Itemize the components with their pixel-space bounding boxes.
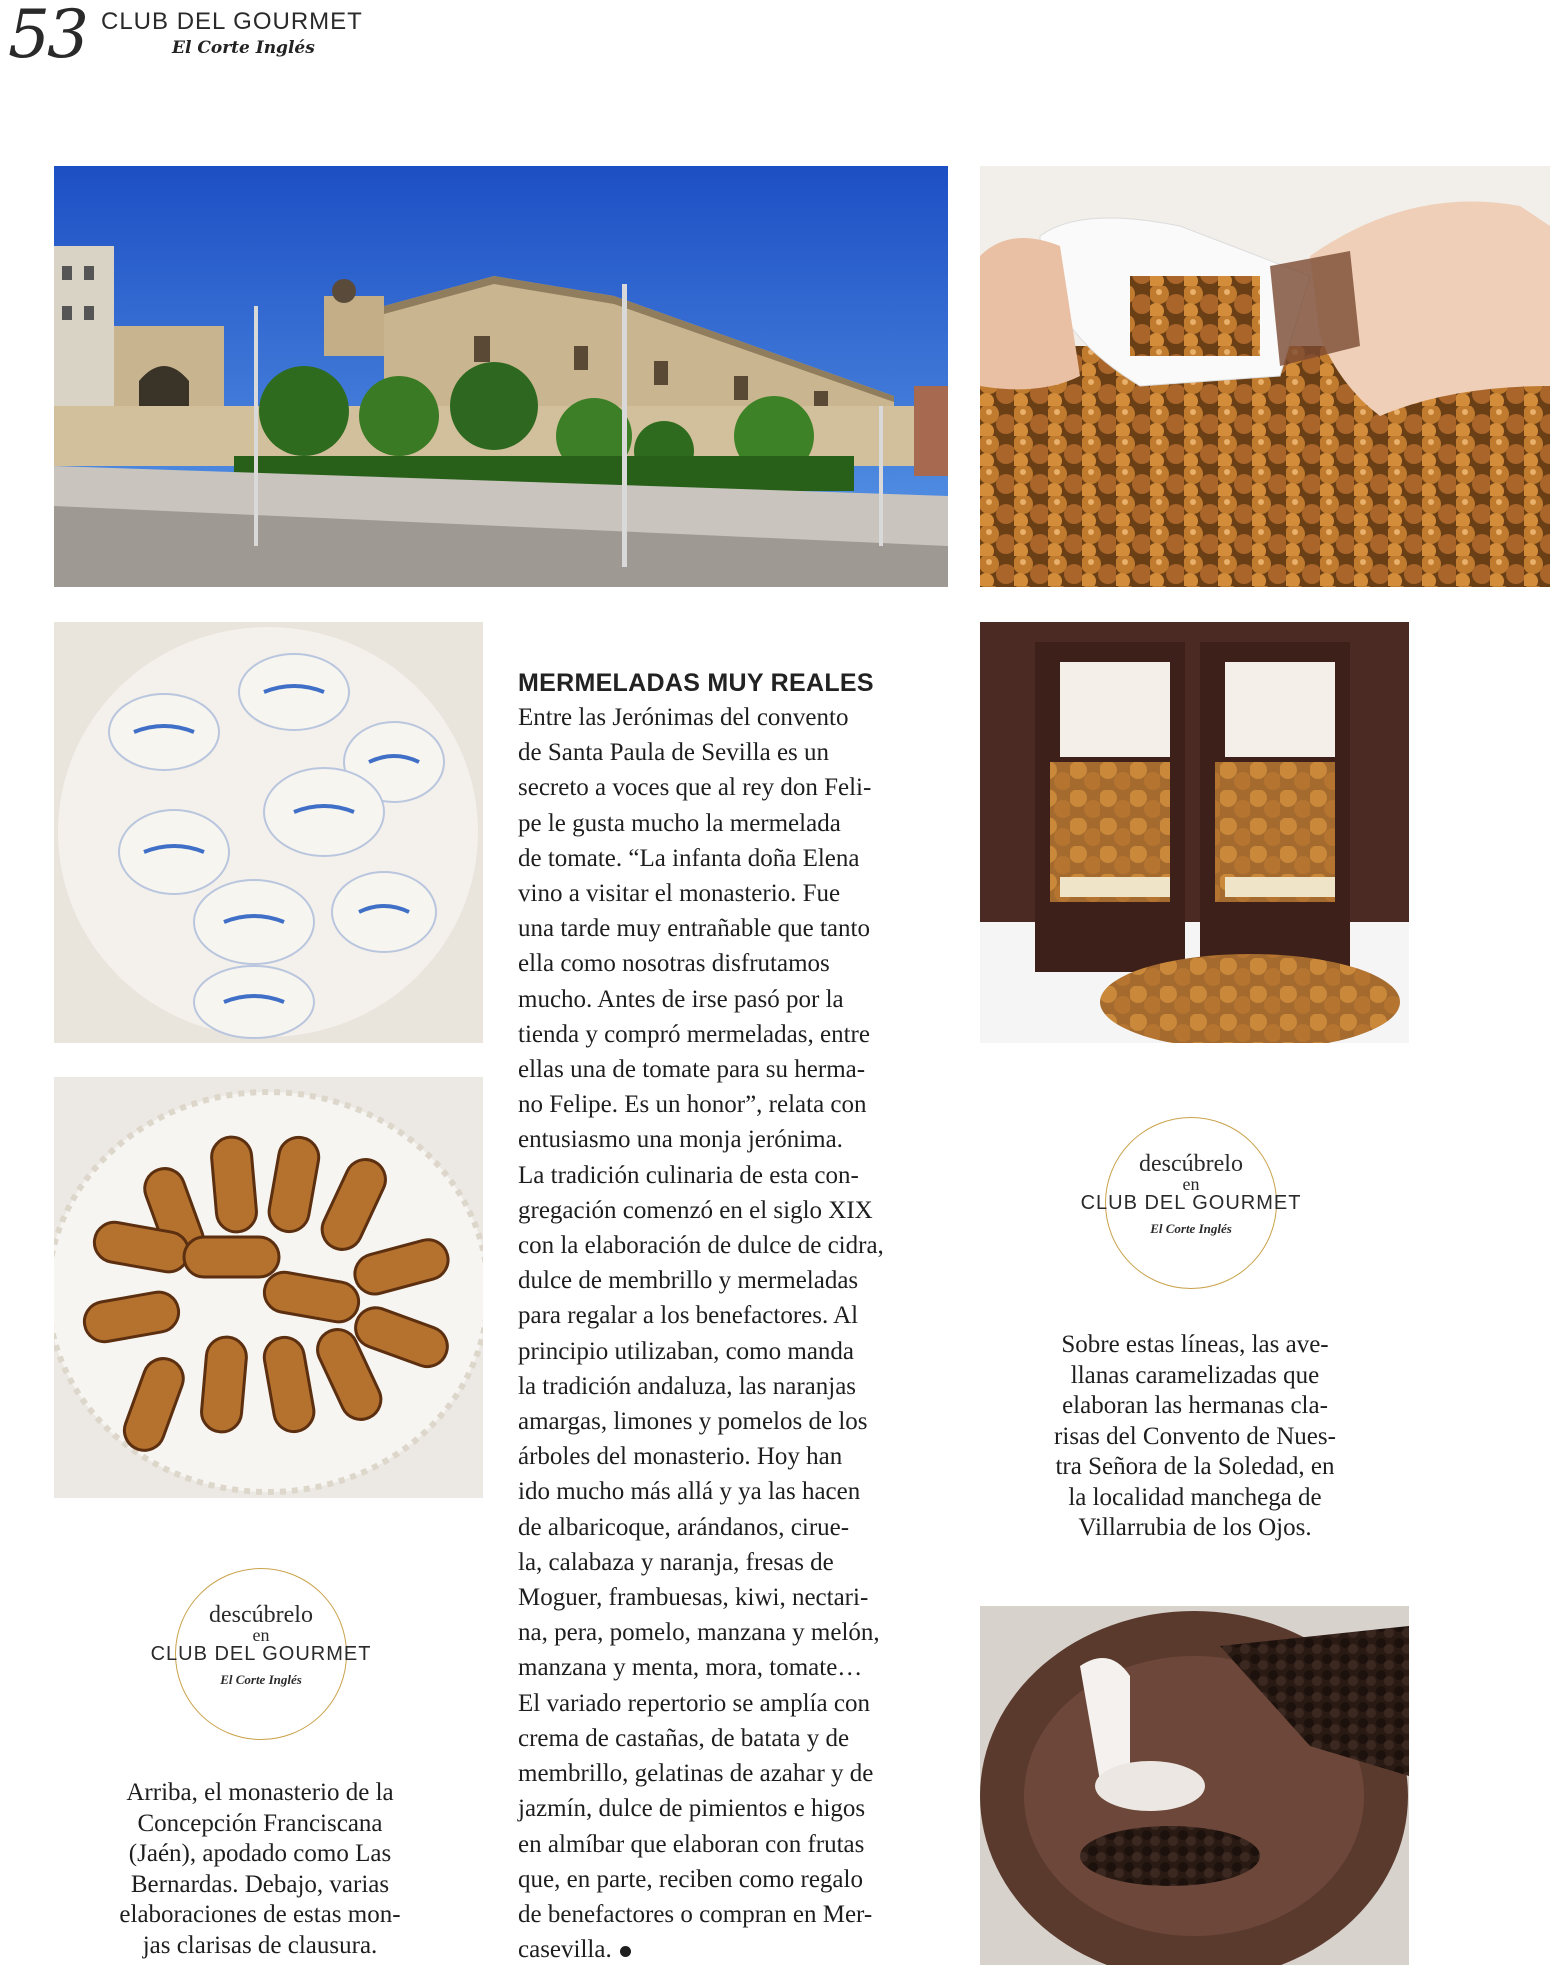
article-line: que, en parte, reciben como regalo <box>518 1865 863 1893</box>
article-line: vino a visitar el monasterio. Fue <box>518 880 841 908</box>
article-line: casevilla. <box>518 1936 612 1964</box>
article-line: crema de castañas, de batata y de <box>518 1724 850 1752</box>
article-line: en almíbar que elaboran con frutas <box>518 1830 865 1858</box>
article-line: ido mucho más allá y ya las hacen <box>518 1478 861 1506</box>
article-line: secreto a voces que al rey don Feli- <box>518 774 872 802</box>
article-line: membrillo, gelatinas de azahar y de <box>518 1760 874 1788</box>
article-line: con la elaboración de dulce de cidra, <box>518 1232 884 1260</box>
caption-line: elaboraciones de estas mon- <box>119 1901 401 1928</box>
article-line: jazmín, dulce de pimientos e higos <box>518 1795 866 1823</box>
article-line: na, pera, pomelo, manzana y melón, <box>518 1619 880 1647</box>
badge-club: CLUB DEL GOURMET <box>150 1643 372 1665</box>
article-last-line <box>518 1932 958 1967</box>
article-line: para regalar a los benefactores. Al <box>518 1302 859 1330</box>
caption-line: (Jaén), apodado como Las <box>128 1840 392 1867</box>
article-line: entusiasmo una monja jerónima. <box>518 1126 843 1154</box>
monastery-photo <box>54 166 948 587</box>
badge-discover: descúbrelo <box>209 1602 313 1628</box>
article-line: ellas una de tomate para su herma- <box>518 1056 866 1084</box>
caption-line: llanas caramelizadas que <box>1070 1361 1320 1389</box>
caption-line: Arriba, el monasterio de la <box>126 1779 394 1806</box>
article-line: amargas, limones y pomelos de los <box>518 1408 868 1436</box>
article-line: ella como nosotras disfrutamos <box>518 950 830 978</box>
article-line: de tomate. “La infanta doña Elena <box>518 844 860 872</box>
badge-in: en <box>252 1625 270 1645</box>
article-line: Entre las Jerónimas del convento <box>518 704 849 731</box>
article-line: de albaricoque, arándanos, cirue- <box>518 1513 850 1541</box>
end-mark-icon <box>620 1946 631 1957</box>
article-line: la, calabaza y naranja, fresas de <box>518 1548 834 1576</box>
article-line: una tarde muy entrañable que tanto <box>518 915 870 943</box>
biscuits-photo <box>54 1077 483 1498</box>
article-line: dulce de membrillo y mermeladas <box>518 1267 859 1295</box>
badge-in: en <box>1182 1174 1200 1194</box>
article-line: de Santa Paula de Sevilla es un <box>518 739 830 767</box>
badge-brand: El Corte Inglés <box>220 1672 302 1687</box>
hazelnut-scoop-photo <box>980 166 1550 587</box>
article-title: MERMELADAS MUY REALES <box>518 669 874 697</box>
article-line: árboles del monasterio. Hoy han <box>518 1443 843 1471</box>
badge-club: CLUB DEL GOURMET <box>1080 1192 1302 1214</box>
article-line: no Felipe. Es un honor”, relata con <box>518 1091 867 1119</box>
caption-line: risas del Convento de Nues- <box>1054 1422 1336 1450</box>
caption-line: jas clarisas de clausura. <box>142 1931 378 1959</box>
article-line: pe le gusta mucho la mermelada <box>518 809 841 837</box>
page-number: 53 <box>8 0 86 73</box>
article-line: gregación comenzó en el siglo XIX <box>518 1196 873 1224</box>
article-line: El variado repertorio se amplía con <box>518 1689 870 1717</box>
chocolate-photo <box>980 1606 1409 1965</box>
article-line: manzana y menta, mora, tomate… <box>518 1654 863 1682</box>
hazelnut-bags-photo <box>980 622 1409 1043</box>
badge-discover: descúbrelo <box>1139 1151 1243 1177</box>
wrapped-sweets-photo <box>54 622 483 1043</box>
caption-line: Concepción Franciscana <box>137 1809 383 1837</box>
caption-line: tra Señora de la Soledad, en <box>1055 1453 1335 1480</box>
caption-left <box>80 1778 440 1961</box>
caption-line: elaboran las hermanas cla- <box>1062 1392 1328 1419</box>
article-line: principio utilizaban, como manda <box>518 1337 855 1365</box>
article-body <box>518 700 958 1967</box>
caption-line: la localidad manchega de <box>1068 1483 1322 1511</box>
club-gourmet-badge <box>1080 1117 1302 1289</box>
article-line: La tradición culinaria de esta con- <box>518 1161 859 1189</box>
article-line: de benefactores o compran en Mer- <box>518 1900 873 1928</box>
badge-brand: El Corte Inglés <box>1150 1221 1232 1236</box>
brand-logo: El Corte Inglés <box>172 38 315 58</box>
article-line: tienda y compró mermeladas, entre <box>518 1020 870 1048</box>
caption-line: Bernardas. Debajo, varias <box>130 1870 390 1898</box>
caption-line: Villarrubia de los Ojos. <box>1078 1514 1312 1541</box>
caption-right <box>1005 1330 1385 1544</box>
section-title: CLUB DEL GOURMET <box>101 8 363 35</box>
article-line: mucho. Antes de irse pasó por la <box>518 985 844 1013</box>
caption-line: Sobre estas líneas, las ave- <box>1061 1331 1329 1358</box>
club-gourmet-badge-left <box>150 1568 372 1740</box>
article-line: la tradición andaluza, las naranjas <box>518 1372 857 1400</box>
article-line: Moguer, frambuesas, kiwi, nectari- <box>518 1584 869 1612</box>
